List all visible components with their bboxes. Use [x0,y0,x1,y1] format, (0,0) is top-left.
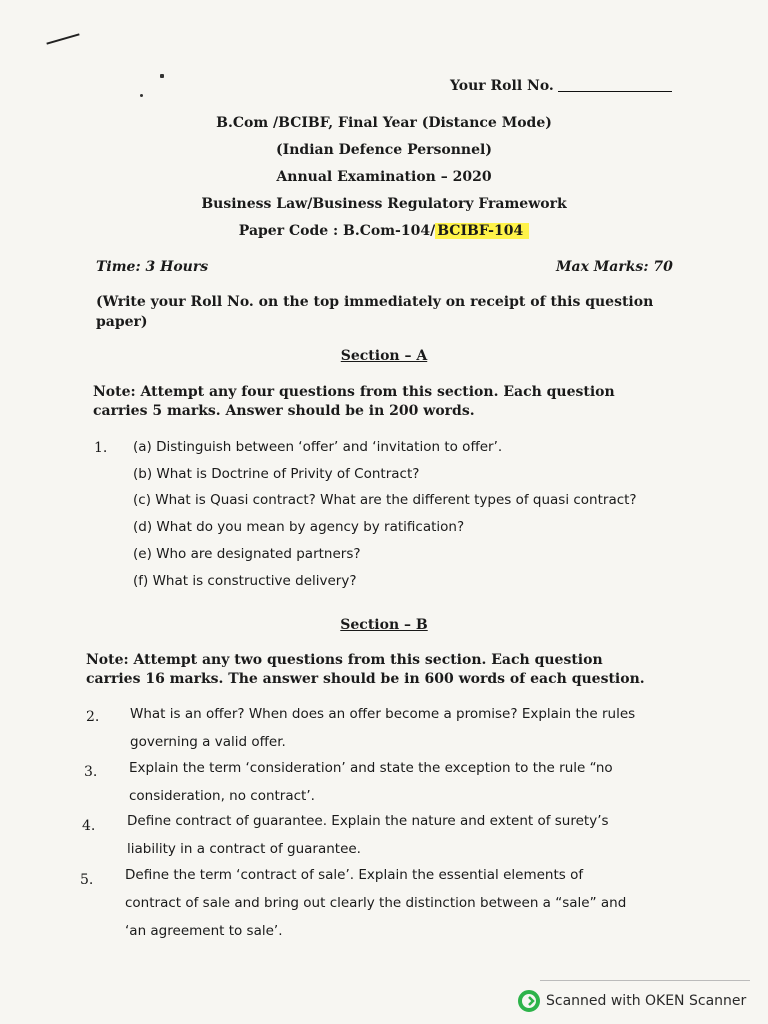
question-line: Define the term ‘contract of sale’. Explain the essential elements of [125,867,584,883]
section-b-title: Section – B [340,617,428,633]
question-number: 1. [94,440,108,456]
question-line: contract of sale and bring out clearly the distinction between a “sale” and [125,895,627,911]
subquestion-a: (a) Distinguish between ‘offer’ and ‘invitation to offer’. [133,439,503,455]
scanner-watermark [518,990,746,1012]
subquestion-f: (f) What is constructive delivery? [133,573,357,589]
question-line: governing a valid offer. [130,734,286,750]
question-line: What is an offer? When does an offer become a promise? Explain the rules [130,706,636,722]
section-b-note: Note: Attempt any two questions from this section. Each question carries 16 marks. The answer should be in 600 words of each question. [86,652,645,687]
question-number: 5. [80,872,94,888]
course-subtitle: (Indian Defence Personnel) [276,142,492,158]
question-text [130,700,652,756]
section-a-note: Note: Attempt any four questions from this section. Each question carries 5 marks. Answer should be in 200 words. [93,384,615,419]
section-a-title: Section – A [340,348,428,364]
question-line: Explain the term ‘consideration’ and state the exception to the rule “no [129,760,613,776]
subject-title: Business Law/Business Regulatory Framework [201,196,567,212]
stray-mark [160,74,164,78]
subquestion-b: (b) What is Doctrine of Privity of Contract? [133,466,420,482]
max-marks: Max Marks: 70 [556,259,673,275]
question-text [127,807,649,863]
paper-code-highlight: BCIBF-104 [435,223,529,239]
paper-code-prefix: Paper Code : B.Com-104/ [238,223,436,239]
roll-blank-line [558,91,672,92]
subquestion-e: (e) Who are designated partners? [133,546,361,562]
question-number: 2. [86,709,100,725]
question-number: 4. [82,818,96,834]
question-text [129,754,649,810]
paper-code [0,223,768,239]
time-allowed: Time: 3 Hours [96,259,209,275]
question-line: ‘an agreement to sale’. [125,923,283,939]
question-number: 3. [84,764,98,780]
divider [540,980,750,981]
roll-number-field [450,78,672,94]
roll-label: Your Roll No. [450,78,554,94]
oken-scanner-logo-icon [518,990,540,1012]
exam-title: Annual Examination – 2020 [276,169,492,185]
subquestion-d: (d) What do you mean by agency by ratification? [133,519,465,535]
question-text [125,861,649,945]
course-title: B.Com /BCIBF, Final Year (Distance Mode) [216,115,552,131]
subquestion-c: (c) What is Quasi contract? What are the different types of quasi contract? [133,492,637,508]
roll-instruction: (Write your Roll No. on the top immediately on receipt of this question paper) [96,294,654,330]
stray-dot [140,94,143,97]
question-line: consideration, no contract’. [129,788,315,804]
question-line: Define contract of guarantee. Explain the nature and extent of surety’s [127,813,609,829]
pen-mark [46,33,79,44]
scanner-text: Scanned with OKEN Scanner [546,993,747,1009]
question-line: liability in a contract of guarantee. [127,841,361,857]
